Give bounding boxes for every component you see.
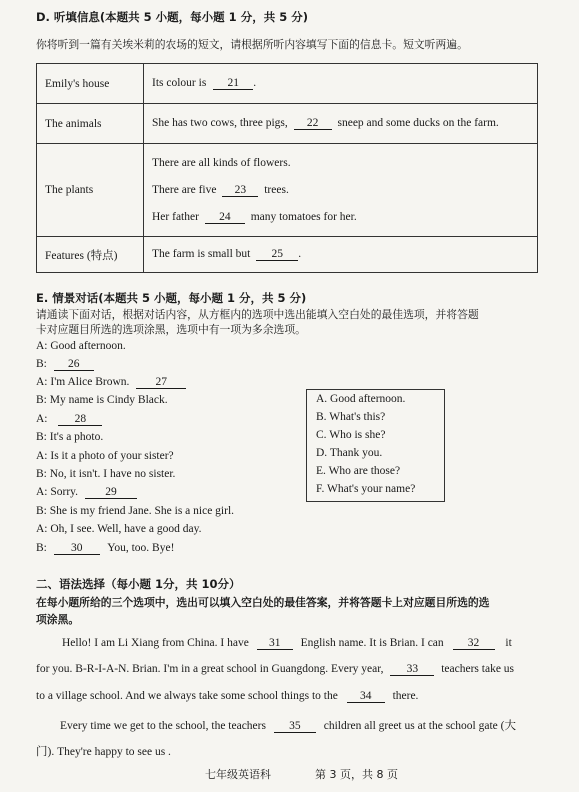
row-content-features	[144, 237, 538, 273]
blank-28: 28	[58, 413, 102, 426]
section-e-title: E. 情景对话(本题共 5 小题，每小题 1 分，共 5 分)	[36, 291, 307, 305]
row-label-plants: The plants	[37, 144, 144, 237]
row-content-plants	[144, 144, 538, 237]
footer-page-number: 第 3 页，共 8 页	[315, 768, 398, 781]
dialogue-line: B: My name is Cindy Black.	[36, 394, 168, 406]
passage-text: Every time we get to the school, the teachers	[60, 720, 266, 732]
option-f: F. What's your name?	[316, 483, 416, 495]
dialogue-text: A: Sorry.	[36, 486, 79, 498]
plants-line-2-pre: There are five	[152, 183, 217, 196]
dialogue-line: A: Is it a photo of your sister?	[36, 450, 174, 462]
dialogue-line: B: It's a photo.	[36, 431, 104, 443]
passage-line-1	[62, 637, 512, 650]
dialogue-line	[36, 413, 102, 426]
speaker: B:	[36, 542, 47, 554]
passage-line-3	[36, 690, 418, 703]
option-d: D. Thank you.	[316, 447, 383, 459]
passage-text: Hello! I am Li Xiang from China. I have	[62, 637, 249, 649]
speaker: B:	[36, 358, 47, 370]
blank-30: 30	[54, 542, 100, 555]
blank-26: 26	[54, 358, 94, 371]
animals-text: She has two cows, three pigs,	[152, 116, 288, 129]
blank-25: 25	[256, 248, 298, 261]
plants-line-3-post: many tomatoes for her.	[250, 210, 357, 223]
dialogue-line: A: Oh, I see. Well, have a good day.	[36, 523, 202, 535]
info-card-table	[36, 63, 538, 273]
dialogue-line	[36, 486, 137, 499]
dialogue-text: You, too. Bye!	[107, 542, 175, 554]
blank-27: 27	[136, 376, 186, 389]
passage-line-4	[60, 717, 516, 733]
section-2-instruction-1: 在每小题所给的三个选项中，选出可以填入空白处的最佳答案，并将答题卡上对应题目所选的选	[36, 596, 490, 609]
plants-line-3	[152, 204, 529, 231]
table-row	[37, 237, 538, 273]
section-e-instruction-2: 卡对应题目所选的选项涂黑，选项中有一项为多余选项。	[36, 323, 306, 336]
passage-line-2	[36, 663, 514, 676]
passage-text: teachers take us	[441, 663, 515, 675]
table-row	[37, 64, 538, 104]
passage-text: English name. It is Brian. I can	[300, 637, 444, 649]
blank-21: 21	[213, 77, 253, 90]
blank-29: 29	[85, 486, 137, 499]
passage-text: it	[505, 637, 512, 649]
plants-line-3-pre: Her father	[152, 210, 199, 223]
animals-text-end: sneep and some ducks on the farm.	[337, 116, 499, 129]
blank-24: 24	[205, 211, 245, 224]
row-label-animals: The animals	[37, 104, 144, 144]
options-box	[306, 389, 445, 502]
table-row	[37, 104, 538, 144]
dialogue-line	[36, 376, 186, 389]
plants-line-2-post: trees.	[264, 183, 289, 196]
blank-23: 23	[222, 184, 258, 197]
dialogue-line	[36, 542, 174, 555]
passage-text: for you. B-R-I-A-N. Brian. I'm in a great school in Guangdong. Every year,	[36, 663, 384, 675]
passage-line-5: 门). They're happy to see us .	[36, 746, 171, 758]
dialogue-line: B: She is my friend Jane. She is a nice girl.	[36, 505, 235, 517]
plants-line-1: There are all kinds of flowers.	[152, 156, 291, 169]
section-d-title: D. 听填信息(本题共 5 小题，每小题 1 分，共 5 分)	[36, 10, 308, 24]
blank-22: 22	[294, 117, 332, 130]
row-label-features: Features (特点)	[37, 237, 144, 273]
option-c: C. Who is she?	[316, 429, 386, 441]
row-content-house	[144, 64, 538, 104]
passage-text: to a village school. And we always take some school things to the	[36, 690, 338, 702]
section-e-instruction-1: 请通读下面对话，根据对话内容，从方框内的选项中选出能填入空白处的最佳选项，并将答题	[36, 308, 479, 321]
blank-33: 33	[390, 663, 434, 676]
section-2-instruction-2: 项涂黑。	[36, 613, 80, 626]
passage-text: children all greet us at the school gate (大	[323, 720, 516, 732]
dialogue-line	[36, 358, 94, 371]
option-a: A. Good afternoon.	[316, 393, 406, 405]
row-label-house: Emily's house	[37, 64, 144, 104]
blank-32: 32	[453, 637, 495, 650]
table-row	[37, 144, 538, 237]
option-e: E. Who are those?	[316, 465, 401, 477]
dialogue-text: A: I'm Alice Brown.	[36, 376, 130, 388]
blank-35: 35	[274, 720, 316, 733]
passage-text: there.	[392, 690, 419, 702]
footer-subject: 七年级英语科	[205, 768, 271, 781]
dialogue-line: B: No, it isn't. I have no sister.	[36, 468, 176, 480]
row-content-animals	[144, 104, 538, 144]
section-2-title: 二、语法选择（每小题 1分，共 10分）	[36, 577, 241, 591]
blank-31: 31	[257, 637, 293, 650]
option-b: B. What's this?	[316, 411, 386, 423]
house-text: Its colour is	[152, 76, 207, 89]
plants-line-2	[152, 177, 529, 204]
dialogue-line: A: Good afternoon.	[36, 340, 126, 352]
features-text: The farm is small but	[152, 247, 251, 260]
house-period: .	[253, 76, 257, 89]
section-d-instruction: 你将听到一篇有关埃米莉的农场的短文，请根据所听内容填写下面的信息卡。短文听两遍。	[36, 38, 468, 51]
features-period: .	[298, 247, 302, 260]
blank-34: 34	[347, 690, 385, 703]
speaker: A:	[36, 413, 48, 425]
